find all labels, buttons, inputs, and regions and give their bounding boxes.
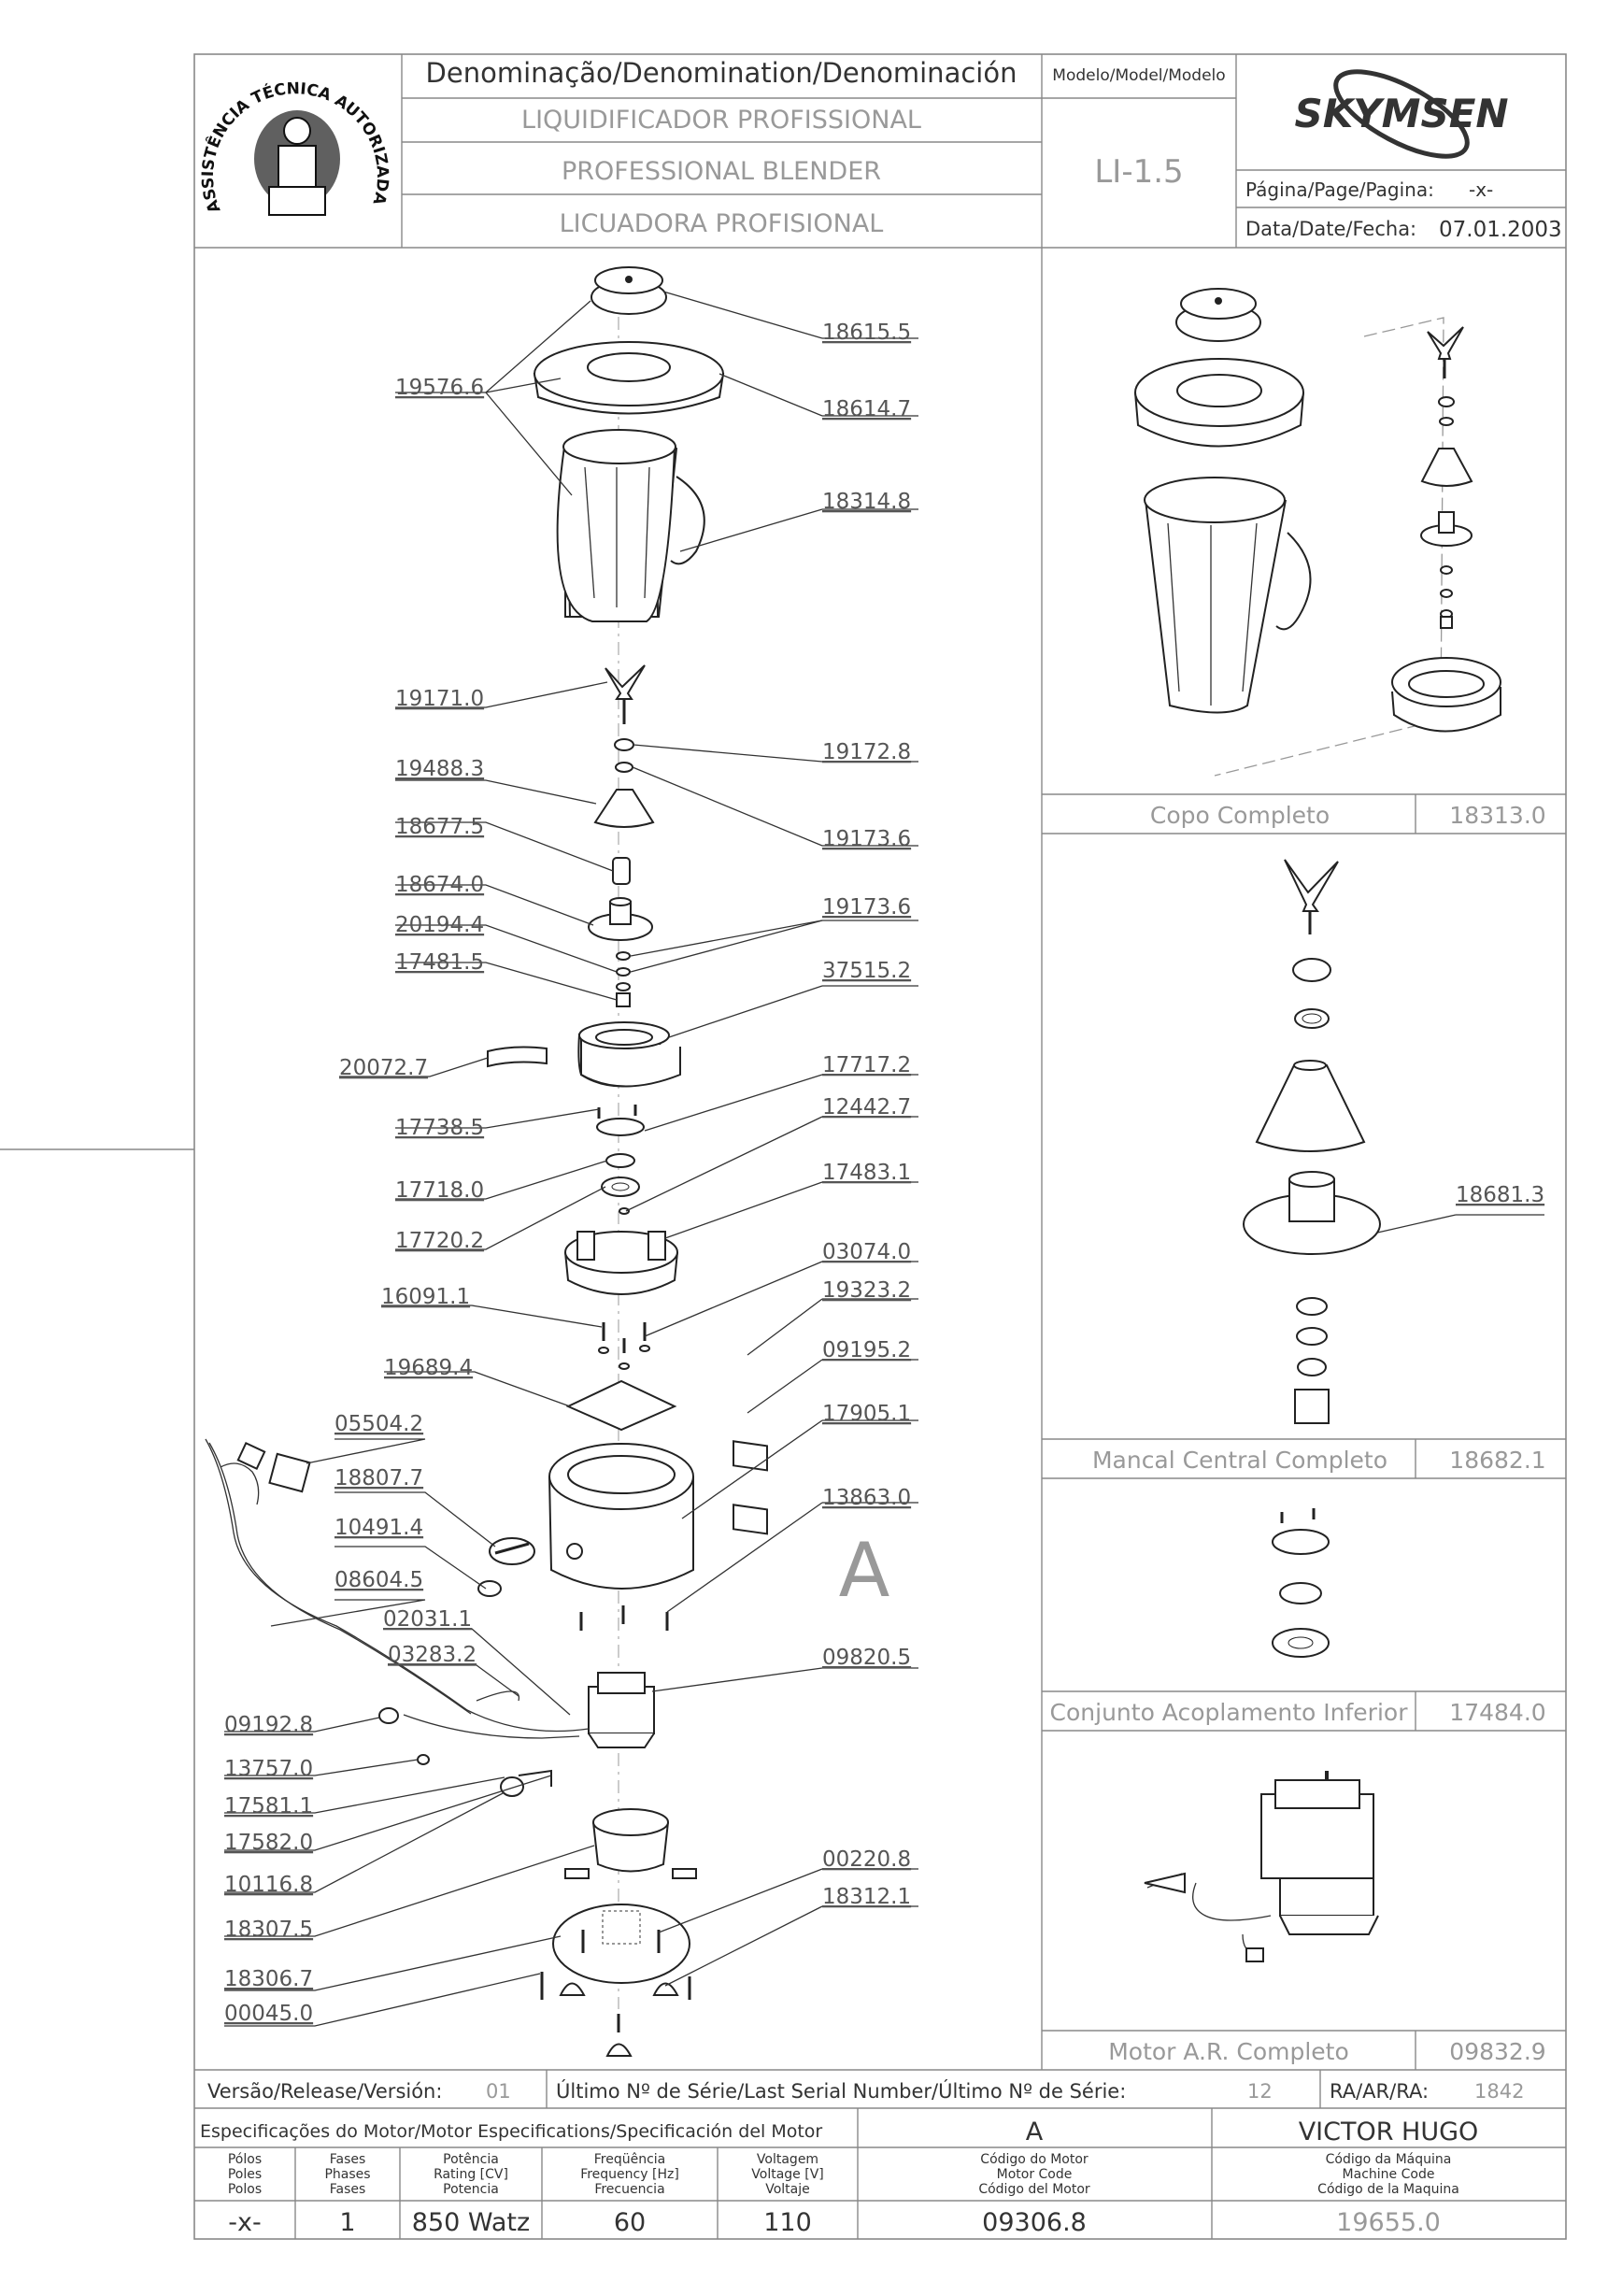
spec-column-labels — [228, 2152, 1459, 2197]
part-number: 13863.0 — [822, 1486, 912, 1510]
motor-assembly-drawing — [1145, 1771, 1378, 1961]
spec-label-poles: Pólos Poles Polos — [227, 2152, 263, 2197]
spec-value-rating: 850 Watz — [411, 2208, 531, 2237]
model-value: LI-1.5 — [1094, 153, 1184, 191]
part-number: 19173.6 — [822, 895, 912, 920]
part-number: 20072.7 — [339, 1056, 429, 1080]
part-number: 17717.2 — [822, 1053, 912, 1077]
assembly-name: Mancal Central Completo — [1091, 1447, 1388, 1474]
motor-variant: A — [1025, 2118, 1044, 2146]
date-label: Data/Date/Fecha: — [1245, 218, 1417, 240]
part-number: 17905.1 — [822, 1402, 912, 1426]
part-number: 17581.1 — [224, 1794, 314, 1818]
part-number: 09192.8 — [224, 1713, 314, 1737]
screws-drawing — [599, 1322, 649, 1369]
part-number: 09820.5 — [822, 1646, 912, 1670]
part-number: 17483.1 — [822, 1161, 912, 1185]
fan-guard-drawing — [565, 1232, 677, 1294]
spec-value-voltage: 110 — [763, 2208, 812, 2237]
date-value: 07.01.2003 — [1439, 218, 1562, 242]
part-number: 19172.8 — [822, 740, 912, 764]
part-number: 00045.0 — [224, 2002, 314, 2026]
part-number: 17738.5 — [395, 1116, 485, 1140]
spec-label-frequency: Freqüência Frequency [Hz] Frecuencia — [580, 2152, 679, 2197]
part-number: 03283.2 — [388, 1643, 477, 1667]
part-number: 18306.7 — [224, 1967, 314, 1991]
brand-logo — [1294, 55, 1508, 173]
central-bearing-drawing — [1244, 860, 1380, 1423]
version-value: 01 — [486, 2080, 511, 2103]
spec-label-rating: Potência Rating [CV] Potencia — [434, 2152, 508, 2197]
denomination-label: Denominação/Denomination/Denominación — [425, 57, 1017, 89]
spec-value-poles: -x- — [228, 2208, 262, 2237]
assembly-name: Conjunto Acoplamento Inferior — [1049, 1699, 1408, 1726]
switch-drawing — [478, 1538, 534, 1596]
blade-drawing — [605, 665, 645, 724]
assembly-code: 18313.0 — [1449, 802, 1546, 829]
page-value: -x- — [1469, 178, 1494, 201]
assembly-code: 18682.1 — [1449, 1447, 1546, 1474]
part-number: 02031.1 — [383, 1607, 473, 1632]
bearing-housing-drawing — [589, 898, 652, 940]
serial-label: Último Nº de Série/Last Serial Number/Último Nº de Série: — [556, 2080, 1127, 2103]
part-number: 09195.2 — [822, 1338, 912, 1362]
part-number: 19323.2 — [822, 1278, 912, 1303]
footer-table — [194, 2070, 1566, 2239]
jar-base-drawing — [578, 1022, 680, 1087]
author-name: VICTOR HUGO — [1298, 2118, 1479, 2146]
label-strip-drawing — [488, 1048, 547, 1066]
part-number: 19576.6 — [395, 376, 485, 400]
version-label: Versão/Release/Versión: — [207, 2080, 443, 2103]
part-number-labels — [224, 321, 1544, 2026]
spec-value-phases: 1 — [339, 2208, 356, 2237]
part-number: 19171.0 — [395, 687, 485, 711]
part-number: 16091.1 — [381, 1285, 471, 1309]
model-label: Modelo/Model/Modelo — [1052, 66, 1226, 85]
part-number: 18674.0 — [395, 873, 485, 897]
spec-label-motor-code: Código do Motor Motor Code Código del Motor — [978, 2152, 1090, 2197]
ra-value: 1842 — [1474, 2080, 1525, 2103]
label-card-drawing — [269, 1454, 309, 1491]
spec-label-machine-code: Código da Máquina Machine Code Código de la Maquina — [1317, 2152, 1459, 2197]
motor-housing-drawing — [549, 1444, 693, 1589]
assembly-code: 17484.0 — [1449, 1699, 1546, 1726]
name-pt: LIQUIDIFICADOR PROFISSIONAL — [521, 106, 921, 135]
title-block — [194, 54, 1566, 248]
part-number: 17720.2 — [395, 1229, 485, 1253]
ra-label: RA/AR/RA: — [1330, 2080, 1430, 2103]
lid-cap-drawing — [591, 267, 666, 314]
assembly-name: Copo Completo — [1149, 802, 1330, 829]
part-number: 18615.5 — [822, 321, 912, 345]
service-seal-logo — [199, 79, 391, 215]
serial-value: 12 — [1247, 2080, 1273, 2103]
lower-coupling-drawing — [1273, 1508, 1329, 1657]
label-card-drawing — [733, 1505, 767, 1533]
part-number: 18312.1 — [822, 1885, 912, 1909]
part-number: 18307.5 — [224, 1918, 314, 1942]
brand-name: SKYMSEN — [1294, 91, 1509, 136]
spec-value-motor-code: 09306.8 — [982, 2208, 1087, 2237]
exploded-view — [206, 267, 890, 2056]
motor-plate-drawing — [568, 1381, 675, 1430]
seal-text: ASSISTÊNCIA TÉCNICA AUTORIZADA — [198, 79, 392, 216]
assembly-name: Motor A.R. Completo — [1108, 2038, 1349, 2065]
name-es: LICUADORA PROFISIONAL — [559, 209, 884, 238]
assembly-code: 09832.9 — [1449, 2038, 1546, 2065]
part-number: 18314.8 — [822, 490, 912, 514]
spec-label-voltage: Voltagem Voltage [V] Voltaje — [751, 2152, 824, 2197]
spec-label-phases: Fases Phases Fases — [324, 2152, 371, 2197]
part-number: 10116.8 — [224, 1873, 314, 1897]
spec-value-machine-code: 19655.0 — [1336, 2208, 1441, 2237]
part-number: 10491.4 — [334, 1516, 424, 1540]
part-number: 13757.0 — [224, 1757, 314, 1781]
page-label: Página/Page/Pagina: — [1245, 178, 1434, 201]
spec-value-frequency: 60 — [613, 2208, 647, 2237]
bushing-drawing — [613, 858, 630, 884]
leader-lines — [224, 292, 1544, 2026]
part-number: 17481.5 — [395, 950, 485, 975]
motor-drawing — [589, 1673, 654, 1747]
seal-cone-drawing — [595, 790, 653, 827]
part-number: 18681.3 — [1456, 1183, 1545, 1207]
jar-drawing — [558, 430, 704, 621]
part-number: 18677.5 — [395, 815, 485, 839]
part-number: 17718.0 — [395, 1178, 485, 1203]
part-number: 37515.2 — [822, 959, 912, 983]
part-number: 20194.4 — [395, 913, 485, 937]
motor-support-drawing — [565, 1809, 696, 1878]
part-number: 19488.3 — [395, 757, 485, 781]
base-plate-drawing — [553, 1904, 690, 1983]
part-number: 03074.0 — [822, 1240, 912, 1264]
nut-drawing — [379, 1708, 398, 1723]
jar-assembly-drawing — [1135, 289, 1501, 776]
part-number: 08604.5 — [334, 1568, 424, 1592]
part-number: 19689.4 — [384, 1356, 474, 1380]
motor-spec-title: Especificações do Motor/Motor Especifications/Specificación del Motor — [200, 2121, 823, 2142]
part-number: 12442.7 — [822, 1095, 912, 1119]
part-number: 05504.2 — [334, 1412, 424, 1436]
part-number: 00220.8 — [822, 1847, 912, 1872]
label-card-drawing — [733, 1441, 767, 1470]
coupling-drawing — [597, 1105, 644, 1214]
lid-drawing — [534, 342, 723, 414]
part-number: 17582.0 — [224, 1831, 314, 1855]
part-number: 18614.7 — [822, 397, 912, 421]
part-number: 18807.7 — [334, 1466, 424, 1490]
part-number: 19173.6 — [822, 827, 912, 851]
detail-marker: A — [838, 1527, 890, 1614]
name-en: PROFESSIONAL BLENDER — [561, 157, 882, 186]
